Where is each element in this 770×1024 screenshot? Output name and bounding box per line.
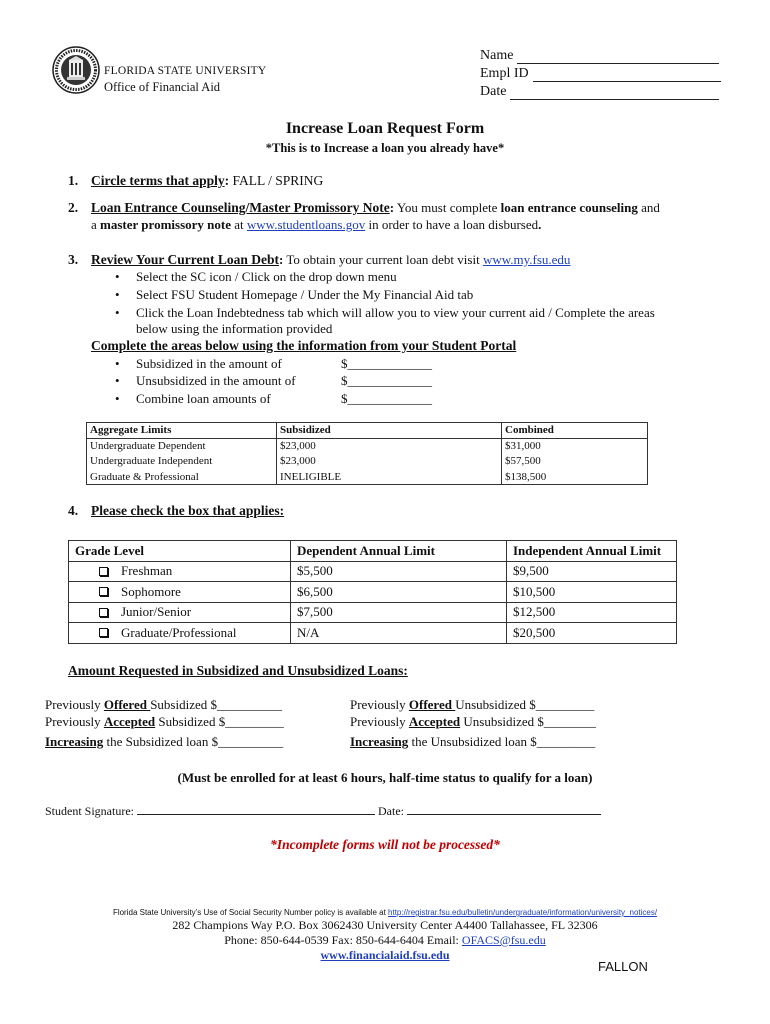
section-2: Loan Entrance Counseling/Master Promissory Note: You must complete loan entrance counseling and	[91, 200, 660, 215]
table-cell: $23,000	[277, 438, 502, 454]
section-1-number: 1.	[68, 173, 79, 188]
table-row	[87, 454, 648, 470]
amount-requested-heading: Amount Requested in Subsidized and Unsubsidized Loans:	[68, 663, 408, 678]
signature-date-input[interactable]	[407, 805, 601, 815]
complete-areas-heading: Complete the areas below using the information from your Student Portal	[91, 338, 517, 353]
table-cell: $138,500	[502, 469, 648, 485]
section-3-number: 3.	[68, 252, 79, 267]
date-label: Date	[480, 84, 507, 99]
ssn-policy-link[interactable]: http://registrar.fsu.edu/bulletin/undergraduate/information/university_notices/	[388, 908, 658, 917]
website-link[interactable]: www.financialaid.fsu.edu	[320, 948, 450, 962]
table-cell: Undergraduate Independent	[87, 454, 277, 470]
previously-accepted-subsidized[interactable]: Previously Accepted Subsidized $_________	[45, 714, 284, 729]
contact-line: Phone: 850-644-0539 Fax: 850-644-6404 Email: OFACS@fsu.edu	[224, 933, 546, 947]
logo-office-name: Office of Financial Aid	[104, 80, 221, 94]
address: 282 Champions Way P.O. Box 3062430 University Center A4400 Tallahassee, FL 32306	[172, 918, 598, 932]
incomplete-forms-note: *Incomplete forms will not be processed*	[270, 837, 500, 852]
grade-option-freshman[interactable]: Freshman	[69, 561, 291, 582]
unsubsidized-amount-input[interactable]: $_____________	[341, 373, 432, 388]
table-header: Dependent Annual Limit	[291, 541, 507, 562]
table-cell: $7,500	[291, 602, 507, 623]
empl-id-line[interactable]	[533, 70, 721, 82]
grade-option-junior-senior[interactable]: Junior/Senior	[69, 602, 291, 623]
empl-id-field[interactable]	[480, 66, 721, 82]
table-header: Aggregate Limits	[87, 423, 277, 439]
table-row	[69, 623, 677, 644]
section-2-line2: a master promissory note at www.studentloans.gov in order to have a loan disbursed.	[91, 217, 542, 232]
website-row	[0, 948, 770, 963]
table-header: Subsidized	[277, 423, 502, 439]
bullet-icon: •	[115, 356, 120, 371]
table-cell: $57,500	[502, 454, 648, 470]
name-label: Name	[480, 48, 514, 63]
bullet-icon: •	[115, 373, 120, 388]
subsidized-amount-input[interactable]: $_____________	[341, 356, 432, 371]
table-row	[69, 582, 677, 603]
email-link[interactable]: OFACS@fsu.edu	[461, 933, 546, 947]
fallon-stamp: FALLON	[598, 959, 648, 974]
signature-row	[45, 804, 601, 819]
name-line[interactable]	[517, 52, 719, 64]
checkbox-junior-senior[interactable]	[99, 608, 108, 617]
section-3-heading: Review Your Current Loan Debt	[91, 252, 279, 267]
signature-date-label: Date:	[375, 804, 407, 818]
grade-option-graduate[interactable]: Graduate/Professional	[69, 623, 291, 644]
previously-offered-unsubsidized[interactable]: Previously Offered Unsubsidized $_________	[350, 697, 595, 712]
previously-offered-subsidized[interactable]: Previously Offered Subsidized $__________	[45, 697, 283, 712]
table-header-row	[69, 541, 677, 562]
table-cell: $12,500	[507, 602, 677, 623]
table-cell: Graduate & Professional	[87, 469, 277, 485]
combined-amount-input[interactable]: $_____________	[341, 391, 432, 406]
table-cell: INELIGIBLE	[277, 469, 502, 485]
table-header: Grade Level	[69, 541, 291, 562]
aggregate-limits-table	[86, 422, 648, 485]
bullet-icon: •	[115, 305, 120, 320]
table-cell: Undergraduate Dependent	[87, 438, 277, 454]
section-2-heading: Loan Entrance Counseling/Master Promissory Note	[91, 200, 390, 215]
table-row	[87, 469, 648, 485]
studentloans-link[interactable]: www.studentloans.gov	[246, 217, 366, 232]
table-cell: $31,000	[502, 438, 648, 454]
enrollment-note: (Must be enrolled for at least 6 hours, half-time status to qualify for a loan)	[177, 770, 593, 785]
table-cell: N/A	[291, 623, 507, 644]
signature-input[interactable]	[137, 805, 375, 815]
name-field[interactable]	[480, 48, 719, 64]
section-4-number: 4.	[68, 503, 79, 518]
table-cell: $6,500	[291, 582, 507, 603]
increasing-subsidized[interactable]: Increasing the Subsidized loan $__________	[45, 734, 284, 749]
myfsu-link[interactable]: www.my.fsu.edu	[482, 252, 571, 267]
table-header: Independent Annual Limit	[507, 541, 677, 562]
checkbox-graduate[interactable]	[99, 628, 108, 637]
section-1-heading: Circle terms that apply	[91, 173, 225, 188]
date-field[interactable]	[480, 84, 719, 100]
table-header: Combined	[502, 423, 648, 439]
table-cell: $10,500	[507, 582, 677, 603]
table-row	[69, 602, 677, 623]
form-title: Increase Loan Request Form	[285, 120, 485, 137]
table-cell: $9,500	[507, 561, 677, 582]
increasing-unsubsidized[interactable]: Increasing the Unsubsidized loan $_________	[350, 734, 596, 749]
table-cell: $23,000	[277, 454, 502, 470]
table-row	[69, 561, 677, 582]
bullet-icon: •	[115, 287, 120, 302]
terms-text: FALL / SPRING	[229, 173, 324, 188]
bullet-icon: •	[115, 269, 120, 284]
logo-university-name: FLORIDA STATE UNIVERSITY	[104, 65, 267, 77]
section-2-number: 2.	[68, 200, 79, 215]
table-row	[87, 438, 648, 454]
section-1: Circle terms that apply: FALL / SPRING	[91, 173, 324, 188]
section-3: Review Your Current Loan Debt: To obtain your current loan debt visit www.my.fsu.edu	[91, 252, 571, 267]
ssn-policy-note: Florida State University’s Use of Social Security Number policy is available at http://registrar.fsu.edu/bulletin/undergraduate/information/university_notices/	[112, 908, 658, 917]
signature-label: Student Signature:	[45, 804, 137, 818]
previously-accepted-unsubsidized[interactable]: Previously Accepted Unsubsidized $________	[350, 714, 596, 729]
table-cell: $20,500	[507, 623, 677, 644]
empl-id-label: Empl ID	[480, 66, 529, 81]
checkbox-freshman[interactable]	[99, 567, 108, 576]
table-cell: $5,500	[291, 561, 507, 582]
fsu-seal-icon	[52, 46, 100, 94]
table-header-row	[87, 423, 648, 439]
section-4-heading: Please check the box that applies:	[91, 503, 285, 518]
form-subtitle: *This is to Increase a loan you already have*	[265, 141, 505, 155]
checkbox-sophomore[interactable]	[99, 587, 108, 596]
grade-level-table	[68, 540, 677, 644]
bullet-icon: •	[115, 391, 120, 406]
grade-option-sophomore[interactable]: Sophomore	[69, 582, 291, 603]
date-line[interactable]	[510, 88, 719, 100]
